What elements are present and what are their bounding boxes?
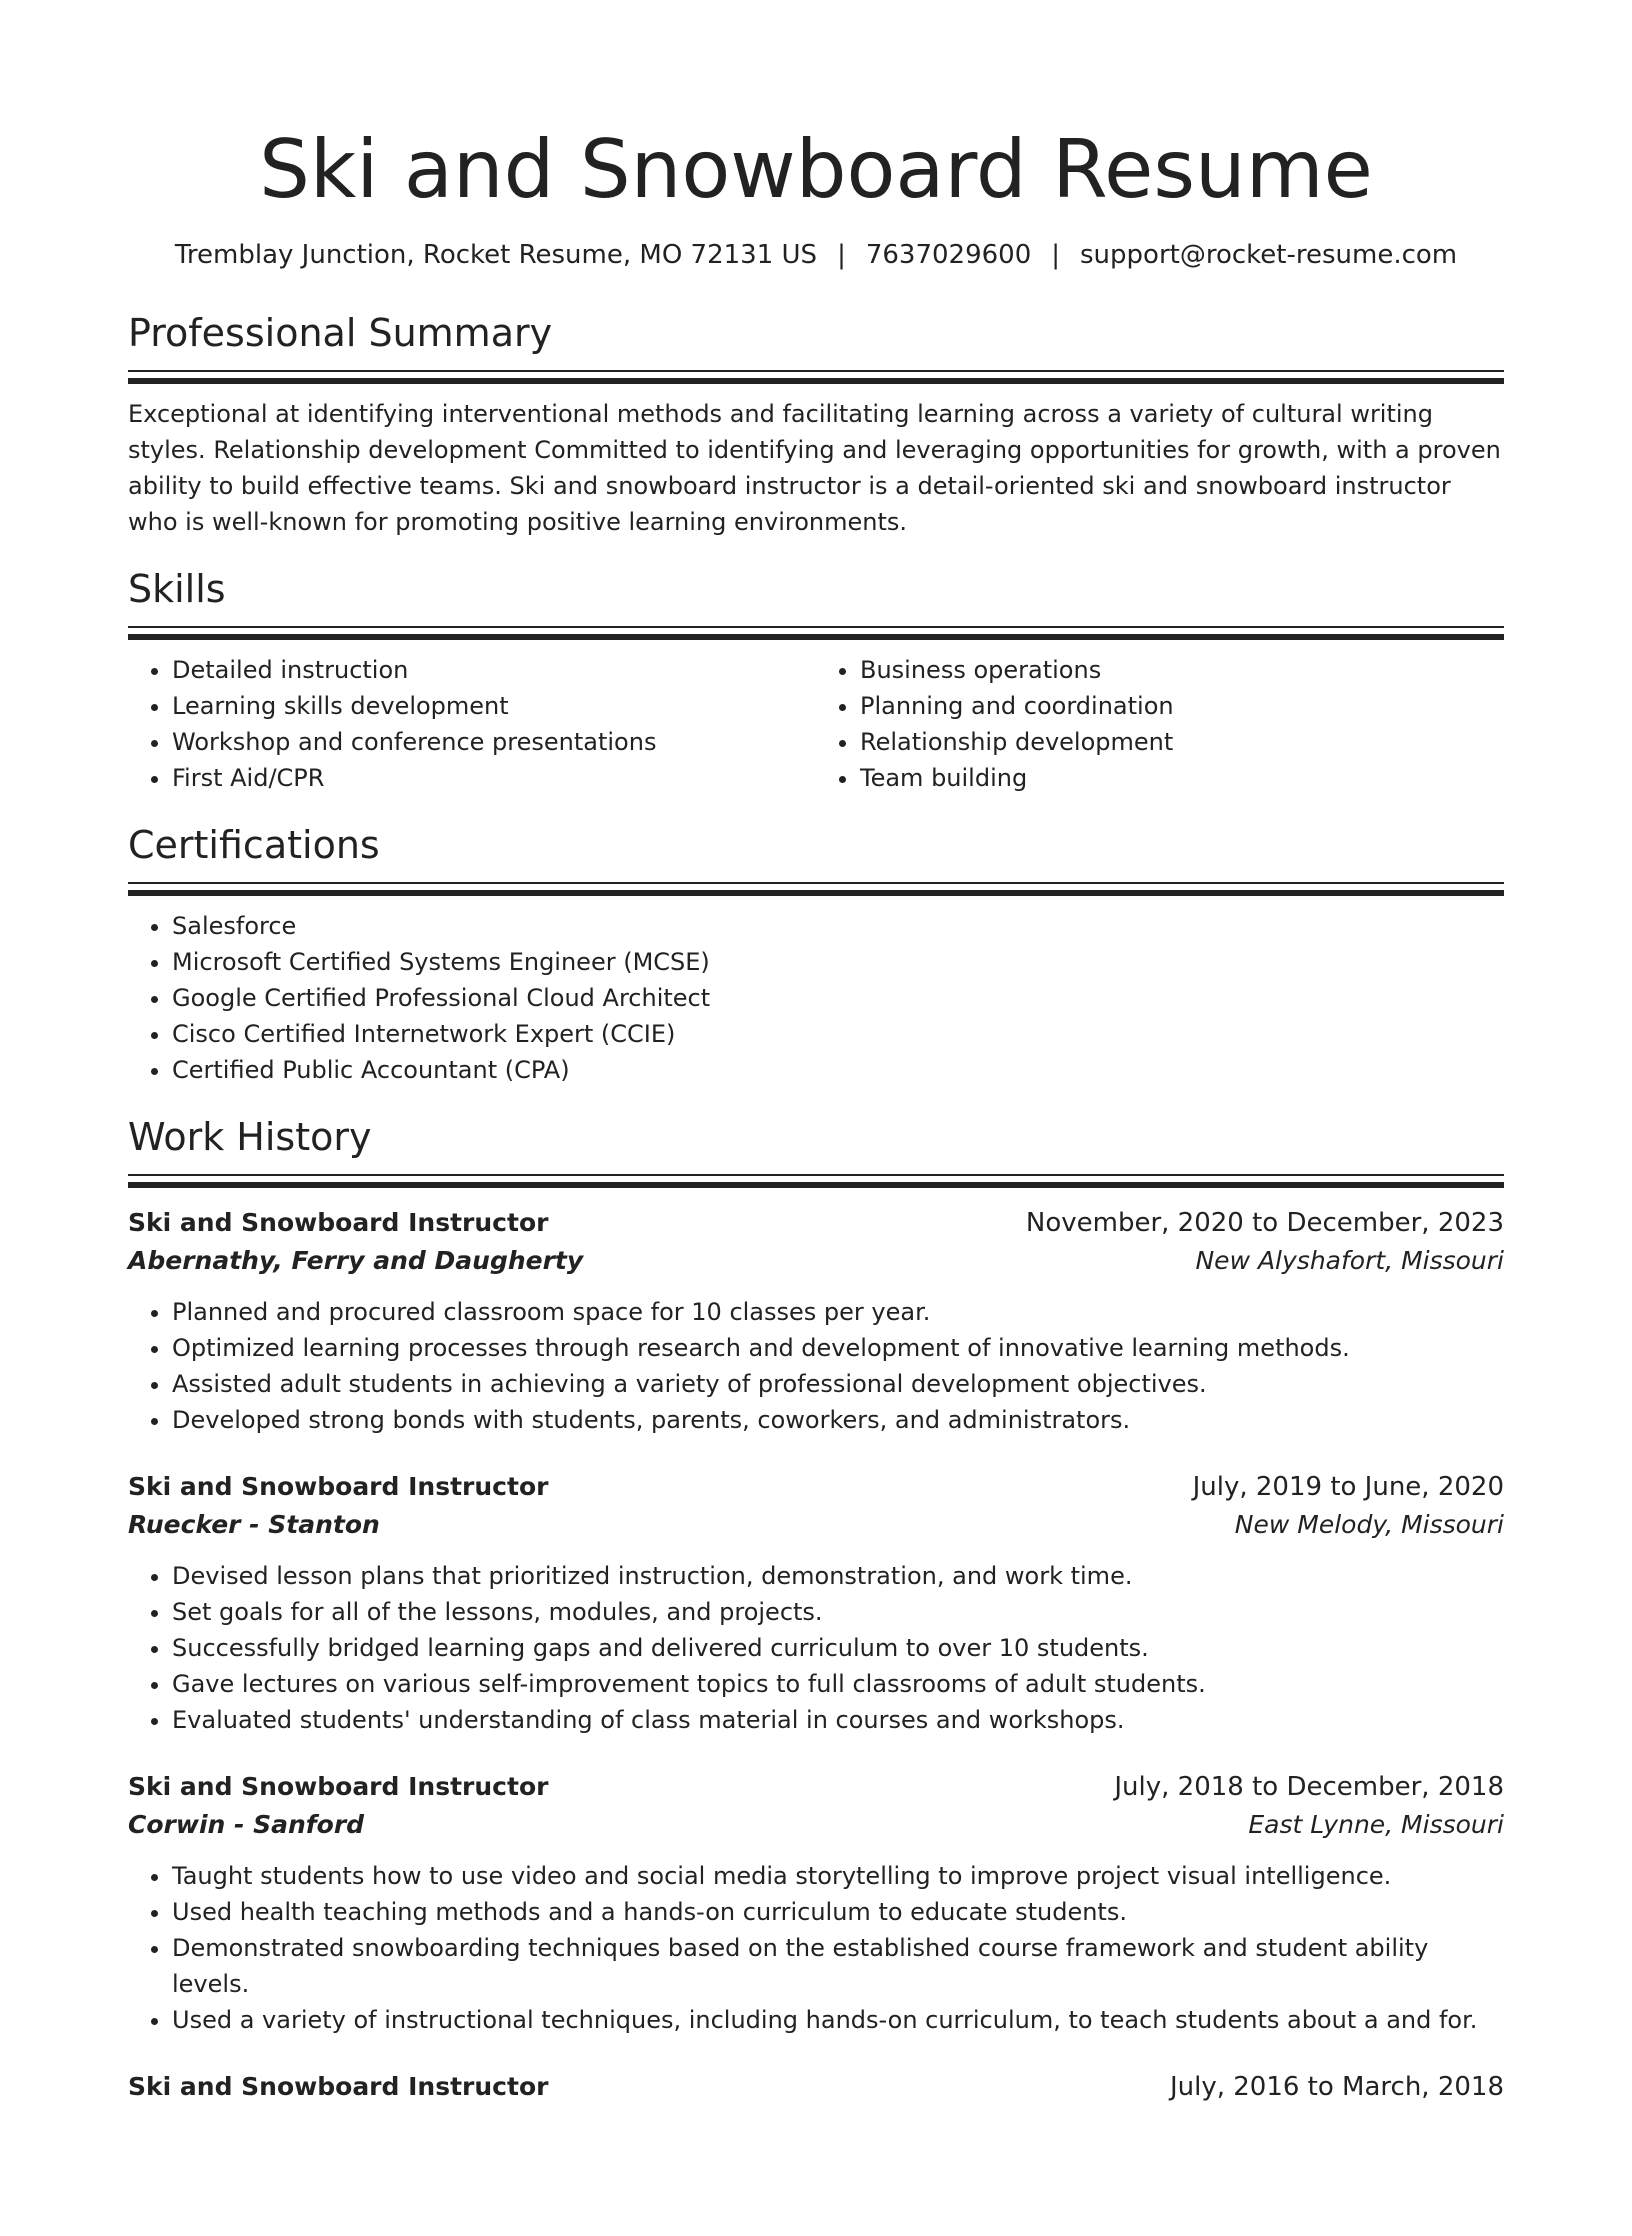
- section-divider: [128, 626, 1504, 640]
- job-bullet: • Used health teaching methods and a hands-on curriculum to educate students.: [172, 1894, 1504, 1930]
- job-location: New Alyshafort, Missouri: [1195, 1246, 1504, 1275]
- section-heading-summary: Professional Summary: [128, 311, 553, 355]
- skills-grid: [128, 652, 1504, 796]
- contact-phone: 7637029600: [865, 240, 1032, 270]
- section-divider: [128, 370, 1504, 384]
- contact-separator: |: [1051, 240, 1061, 270]
- job-dates: July, 2016 to March, 2018: [1169, 2072, 1504, 2102]
- skill-item: • Detailed instruction: [172, 652, 816, 688]
- job-bullet: • Planned and procured classroom space for 10 classes per year.: [172, 1294, 1504, 1330]
- job-bullet: • Gave lectures on various self-improvement topics to full classrooms of adult students.: [172, 1666, 1504, 1702]
- job-bullet: • Developed strong bonds with students, parents, coworkers, and administrators.: [172, 1402, 1504, 1438]
- certification-item: • Salesforce: [172, 908, 1504, 944]
- job-entry: [128, 2068, 1504, 2106]
- certification-item: • Cisco Certified Internetwork Expert (CCIE): [172, 1016, 1504, 1052]
- job-bullet: • Set goals for all of the lessons, modules, and projects.: [172, 1594, 1504, 1630]
- job-entry: [128, 1468, 1504, 1738]
- section-heading-certifications: Certifications: [128, 823, 380, 867]
- skill-item: • Business operations: [860, 652, 1504, 688]
- job-bullet: • Successfully bridged learning gaps and delivered curriculum to over 10 students.: [172, 1630, 1504, 1666]
- summary-text: Exceptional at identifying interventional methods and facilitating learning across a variety of cultural writing styles. Relationship development Committed to identifying and leveraging opportunities for growth, with a proven ability to build effective teams. Ski and snowboard instructor is a detail-oriented ski and snowboard instructor who is well-known for promoting positive learning environments.: [128, 400, 1501, 536]
- job-bullet: • Devised lesson plans that prioritized instruction, demonstration, and work time.: [172, 1558, 1504, 1594]
- section-heading-work-history: Work History: [128, 1115, 372, 1159]
- skill-item: • First Aid/CPR: [172, 760, 816, 796]
- section-divider: [128, 1174, 1504, 1188]
- job-entry: [128, 1204, 1504, 1438]
- job-bullets: [128, 1858, 1504, 2038]
- skill-item: • Relationship development: [860, 724, 1504, 760]
- job-bullet: • Taught students how to use video and social media storytelling to improve project visual intelligence.: [172, 1858, 1504, 1894]
- skills-list-left: [128, 652, 816, 796]
- job-title: Ski and Snowboard Instructor: [128, 2072, 549, 2101]
- skill-item: • Learning skills development: [172, 688, 816, 724]
- job-bullet: • Evaluated students' understanding of class material in courses and workshops.: [172, 1702, 1504, 1738]
- job-bullet: • Demonstrated snowboarding techniques based on the established course framework and student ability levels.: [172, 1930, 1504, 2002]
- job-bullet: • Optimized learning processes through research and development of innovative learning methods.: [172, 1330, 1504, 1366]
- section-divider: [128, 882, 1504, 896]
- job-title: Ski and Snowboard Instructor: [128, 1472, 549, 1501]
- job-bullets: [128, 1558, 1504, 1738]
- certifications-section: [128, 822, 1504, 1088]
- job-company-row: [128, 1242, 1504, 1280]
- job-dates: July, 2018 to December, 2018: [1114, 1772, 1504, 1802]
- contact-separator: |: [837, 240, 846, 270]
- skill-item: • Workshop and conference presentations: [172, 724, 816, 760]
- certifications-list: [128, 908, 1504, 1088]
- contact-address: Tremblay Junction, Rocket Resume, MO 72131 US: [174, 240, 818, 270]
- job-company: Ruecker - Stanton: [128, 1510, 380, 1539]
- job-company-row: [128, 1506, 1504, 1544]
- job-header-row: [128, 2068, 1504, 2106]
- skill-item: • Planning and coordination: [860, 688, 1504, 724]
- job-dates: November, 2020 to December, 2023: [1025, 1208, 1504, 1238]
- job-location: East Lynne, Missouri: [1248, 1810, 1504, 1839]
- job-location: New Melody, Missouri: [1234, 1510, 1504, 1539]
- work-history-section: [128, 1114, 1504, 2106]
- summary-section: [128, 310, 1504, 540]
- skills-section: [128, 566, 1504, 796]
- job-company: Corwin - Sanford: [128, 1810, 365, 1839]
- contact-email: support@rocket-resume.com: [1080, 240, 1458, 270]
- job-header-row: [128, 1768, 1504, 1806]
- job-entry: [128, 1768, 1504, 2038]
- resume-title: Ski and Snowboard Resume: [259, 123, 1373, 216]
- certification-item: • Certified Public Accountant (CPA): [172, 1052, 1504, 1088]
- skill-item: • Team building: [860, 760, 1504, 796]
- job-header-row: [128, 1468, 1504, 1506]
- job-title: Ski and Snowboard Instructor: [128, 1208, 549, 1237]
- job-company: Abernathy, Ferry and Daugherty: [128, 1246, 584, 1275]
- job-title: Ski and Snowboard Instructor: [128, 1772, 549, 1801]
- section-heading-skills: Skills: [128, 567, 226, 611]
- resume-page: [0, 124, 1632, 2236]
- skills-list-right: [816, 652, 1504, 796]
- job-dates: July, 2019 to June, 2020: [1192, 1472, 1504, 1502]
- job-company-row: [128, 1806, 1504, 1844]
- certification-item: • Google Certified Professional Cloud Architect: [172, 980, 1504, 1016]
- job-bullets: [128, 1294, 1504, 1438]
- certification-item: • Microsoft Certified Systems Engineer (MCSE): [172, 944, 1504, 980]
- job-header-row: [128, 1204, 1504, 1242]
- job-bullet: • Assisted adult students in achieving a variety of professional development objectives.: [172, 1366, 1504, 1402]
- job-bullet: • Used a variety of instructional techniques, including hands-on curriculum, to teach students about a and for.: [172, 2002, 1504, 2038]
- contact-line: [128, 238, 1504, 272]
